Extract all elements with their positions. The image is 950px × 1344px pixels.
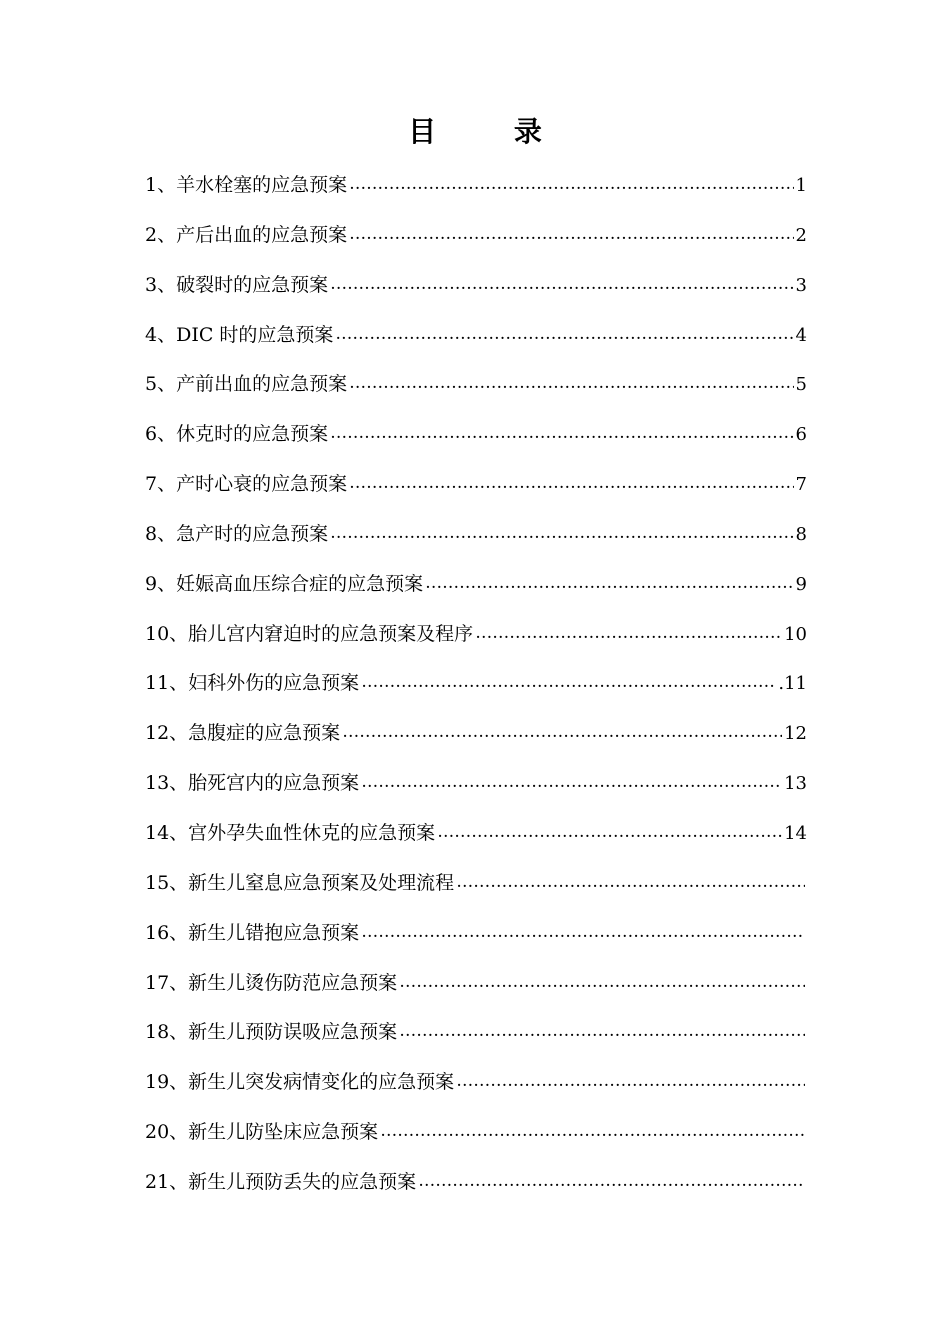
toc-entry xyxy=(145,665,807,715)
toc-entry xyxy=(145,1014,807,1064)
toc-entry xyxy=(145,516,807,566)
toc-entry-text: 6、休克时的应急预案 xyxy=(145,423,329,446)
toc-dot-leader xyxy=(349,465,793,501)
toc-entry-text: 7、产时心衰的应急预案 xyxy=(145,473,348,496)
toc-entry-text: 20、新生儿防坠床应急预案 xyxy=(145,1121,379,1144)
toc-entry-text: 14、宫外孕失血性休克的应急预案 xyxy=(145,821,436,844)
toc-dot-leader xyxy=(349,216,793,252)
toc-entry-text: 8、急产时的应急预案 xyxy=(145,522,329,545)
toc-entry-text: 13、胎死宫内的应急预案 xyxy=(145,772,360,795)
toc-page-number: 5 xyxy=(795,374,807,396)
toc-entry xyxy=(145,267,807,317)
toc-entry xyxy=(145,566,807,616)
toc-dot-leader xyxy=(330,515,793,551)
toc-dot-leader xyxy=(456,1063,805,1099)
toc-title: 目 录 xyxy=(408,115,576,148)
toc-dot-leader xyxy=(437,814,782,850)
toc-entry-text: 21、新生儿预防丢失的应急预案 xyxy=(145,1170,417,1193)
toc-dot-leader xyxy=(361,664,776,700)
toc-entry-text: 18、新生儿预防误吸应急预案 xyxy=(145,1021,398,1044)
toc-entry xyxy=(145,616,807,666)
toc-dot-leader xyxy=(349,365,793,401)
toc-page-number: 2 xyxy=(795,224,807,246)
toc-dot-leader xyxy=(361,764,782,800)
toc-dot-leader xyxy=(380,1113,805,1149)
toc-entry-text: 9、妊娠高血压综合症的应急预案 xyxy=(145,572,424,595)
toc-entry xyxy=(145,865,807,915)
toc-entry xyxy=(145,167,807,217)
toc-list xyxy=(145,167,807,1214)
toc-dot-leader xyxy=(335,316,793,352)
toc-page-number: .11 xyxy=(778,673,807,695)
toc-dot-leader xyxy=(361,914,805,950)
toc-entry xyxy=(145,466,807,516)
toc-entry xyxy=(145,1064,807,1114)
toc-dot-leader xyxy=(330,266,793,302)
toc-entry-text: 5、产前出血的应急预案 xyxy=(145,373,348,396)
toc-page-number: 10 xyxy=(784,623,807,645)
toc-entry-text: 3、破裂时的应急预案 xyxy=(145,273,329,296)
toc-entry-text: 10、胎儿宫内窘迫时的应急预案及程序 xyxy=(145,622,474,645)
toc-entry xyxy=(145,715,807,765)
toc-page-number: 3 xyxy=(795,274,807,296)
toc-entry-text: 2、产后出血的应急预案 xyxy=(145,223,348,246)
toc-entry-text: 11、妇科外伤的应急预案 xyxy=(145,672,360,695)
toc-entry-text: 17、新生儿烫伤防范应急预案 xyxy=(145,971,398,994)
toc-entry xyxy=(145,1114,807,1164)
toc-entry xyxy=(145,217,807,267)
toc-entry-text: 16、新生儿错抱应急预案 xyxy=(145,921,360,944)
toc-dot-leader xyxy=(418,1163,805,1199)
toc-page-number: 9 xyxy=(795,573,807,595)
toc-entry-text: 4、DIC 时的应急预案 xyxy=(145,323,334,346)
toc-entry xyxy=(145,815,807,865)
toc-dot-leader xyxy=(425,565,793,601)
toc-page-number: 14 xyxy=(784,822,807,844)
toc-entry xyxy=(145,416,807,466)
toc-entry xyxy=(145,317,807,367)
toc-page-number: 4 xyxy=(795,324,807,346)
toc-page-number: 13 xyxy=(784,773,807,795)
toc-entry-text: 1、羊水栓塞的应急预案 xyxy=(145,174,348,196)
toc-entry xyxy=(145,366,807,416)
toc-entry xyxy=(145,765,807,815)
toc-dot-leader xyxy=(330,415,793,451)
toc-dot-leader xyxy=(399,964,805,1000)
toc-page-number: 12 xyxy=(784,723,807,745)
toc-dot-leader xyxy=(349,166,793,202)
toc-dot-leader xyxy=(399,1013,805,1049)
toc-entry xyxy=(145,965,807,1015)
toc-entry-text: 15、新生儿窒息应急预案及处理流程 xyxy=(145,871,455,894)
toc-dot-leader xyxy=(456,864,805,900)
toc-dot-leader xyxy=(475,615,782,651)
toc-entry xyxy=(145,915,807,965)
toc-entry-text: 12、急腹症的应急预案 xyxy=(145,722,341,745)
toc-page-number: 6 xyxy=(795,424,807,446)
toc-dot-leader xyxy=(342,714,782,750)
toc-entry xyxy=(145,1164,807,1214)
toc-page-number: 8 xyxy=(795,523,807,545)
toc-page-number: 7 xyxy=(795,474,807,496)
toc-entry-text: 19、新生儿突发病情变化的应急预案 xyxy=(145,1071,455,1094)
toc-page-number: 1 xyxy=(795,175,807,196)
